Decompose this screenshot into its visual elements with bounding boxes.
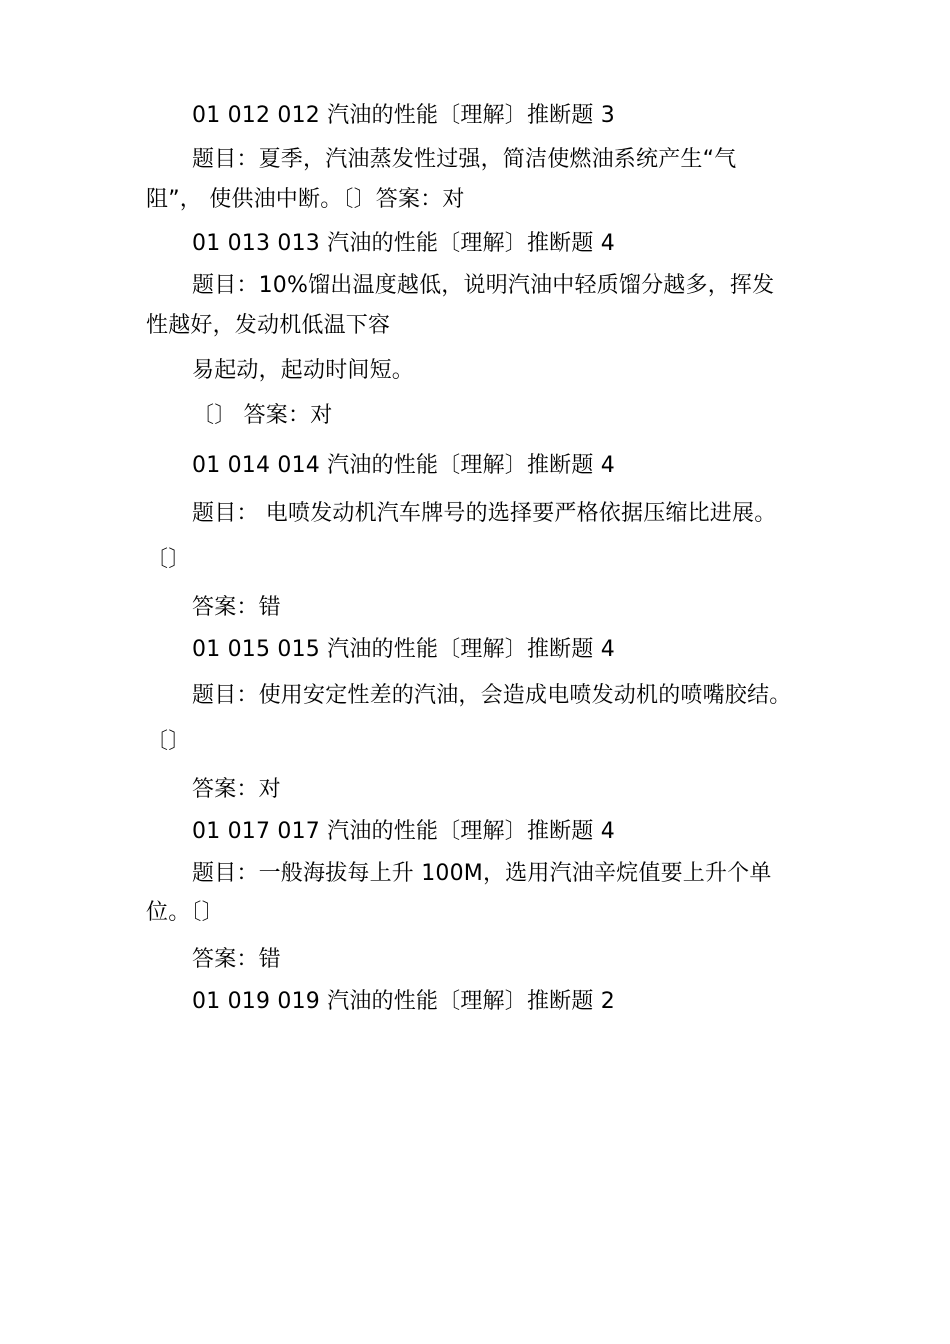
question-text-013: 题目：10%馏出温度越低，说明汽油中轻质馏分越多，挥发 xyxy=(192,273,775,298)
answer-015: 答案：对 xyxy=(192,777,281,802)
question-header-013: 01 013 013 汽油的性能〔理解〕推断题 4 xyxy=(192,231,615,256)
question-header-017: 01 017 017 汽油的性能〔理解〕推断题 4 xyxy=(192,819,615,844)
question-header-019: 01 019 019 汽油的性能〔理解〕推断题 2 xyxy=(192,989,615,1014)
answer-017: 答案：错 xyxy=(192,947,281,972)
question-text-012: 题目：夏季，汽油蒸发性过强，简洁使燃油系统产生“气 xyxy=(192,147,737,172)
question-text-015-cont: 〔〕 xyxy=(146,729,191,754)
question-text-013-cont2: 易起动，起动时间短。 xyxy=(192,358,415,383)
question-text-013-cont: 性越好，发动机低温下容 xyxy=(146,313,391,338)
question-text-017-cont: 位。〔〕 xyxy=(146,900,224,925)
question-text-015: 题目：使用安定性差的汽油，会造成电喷发动机的喷嘴胶结。 xyxy=(192,683,792,708)
question-text-017: 题目：一般海拔每上升 100M，选用汽油辛烷值要上升个单 xyxy=(192,861,772,886)
answer-014: 答案：错 xyxy=(192,595,281,620)
question-text-014-cont: 〔〕 xyxy=(146,547,191,572)
question-header-014: 01 014 014 汽油的性能〔理解〕推断题 4 xyxy=(192,453,615,478)
question-header-012: 01 012 012 汽油的性能〔理解〕推断题 3 xyxy=(192,103,615,128)
question-text-014: 题目： 电喷发动机汽车牌号的选择要严格依据压缩比进展。 xyxy=(192,501,777,526)
question-header-015: 01 015 015 汽油的性能〔理解〕推断题 4 xyxy=(192,637,615,662)
question-text-012-cont: 阻”， 使供油中断。〔〕答案：对 xyxy=(146,187,465,212)
answer-013: 〔〕 答案：对 xyxy=(192,403,333,428)
